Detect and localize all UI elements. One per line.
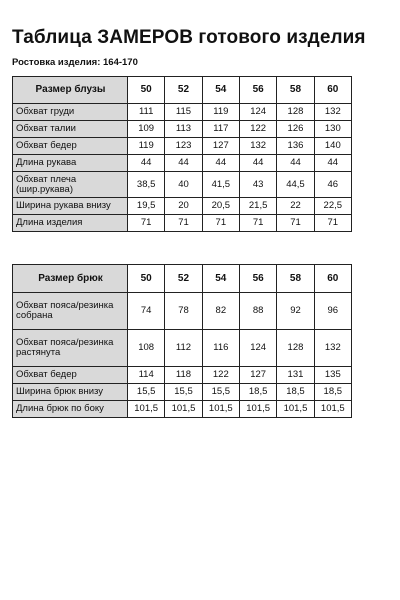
row-label: Обхват бедер — [13, 138, 128, 155]
pants-size-header: 52 — [165, 265, 202, 293]
table-cell: 135 — [314, 367, 351, 384]
table-cell: 119 — [202, 104, 239, 121]
table-cell: 101,5 — [277, 401, 314, 418]
table-cell: 71 — [128, 215, 165, 232]
table-cell: 108 — [128, 330, 165, 367]
pants-size-header: 60 — [314, 265, 351, 293]
table-cell: 132 — [314, 330, 351, 367]
table-cell: 118 — [165, 367, 202, 384]
blouse-header-row — [13, 77, 352, 104]
table-cell: 127 — [202, 138, 239, 155]
table-cell: 119 — [128, 138, 165, 155]
pants-size-header-label: Размер брюк — [13, 265, 128, 293]
table-cell: 40 — [165, 172, 202, 198]
table-cell: 82 — [202, 293, 239, 330]
table-cell: 111 — [128, 104, 165, 121]
row-label: Обхват талии — [13, 121, 128, 138]
pants-size-header: 50 — [128, 265, 165, 293]
table-cell: 132 — [239, 138, 276, 155]
table-cell: 44 — [314, 155, 351, 172]
table-cell: 43 — [239, 172, 276, 198]
row-label: Обхват груди — [13, 104, 128, 121]
table-cell: 114 — [128, 367, 165, 384]
table-cell: 101,5 — [239, 401, 276, 418]
blouse-size-header: 54 — [202, 77, 239, 104]
table-cell: 96 — [314, 293, 351, 330]
table-cell: 113 — [165, 121, 202, 138]
table-cell: 21,5 — [239, 198, 276, 215]
table-cell: 74 — [128, 293, 165, 330]
table-row — [13, 330, 352, 367]
table-cell: 92 — [277, 293, 314, 330]
table-cell: 122 — [202, 367, 239, 384]
table-cell: 20 — [165, 198, 202, 215]
table-cell: 38,5 — [128, 172, 165, 198]
table-cell: 20,5 — [202, 198, 239, 215]
table-cell: 46 — [314, 172, 351, 198]
table-cell: 117 — [202, 121, 239, 138]
table-cell: 71 — [277, 215, 314, 232]
table-cell: 116 — [202, 330, 239, 367]
table-cell: 130 — [314, 121, 351, 138]
table-cell: 22 — [277, 198, 314, 215]
table-cell: 122 — [239, 121, 276, 138]
table-cell: 18,5 — [277, 384, 314, 401]
table-cell: 101,5 — [165, 401, 202, 418]
row-label: Обхват пояса/резинка собрана — [13, 293, 128, 330]
table-cell: 71 — [239, 215, 276, 232]
table-row — [13, 172, 352, 198]
row-label: Обхват плеча (шир.рукава) — [13, 172, 128, 198]
row-label: Длина брюк по боку — [13, 401, 128, 418]
table-cell: 124 — [239, 104, 276, 121]
table-cell: 126 — [277, 121, 314, 138]
table-cell: 78 — [165, 293, 202, 330]
table-row — [13, 401, 352, 418]
table-cell: 15,5 — [202, 384, 239, 401]
table-cell: 124 — [239, 330, 276, 367]
height-range-subtitle: Ростовка изделия: 164-170 — [12, 57, 138, 68]
blouse-size-header: 58 — [277, 77, 314, 104]
table-cell: 140 — [314, 138, 351, 155]
table-cell: 44 — [128, 155, 165, 172]
table-row — [13, 121, 352, 138]
table-cell: 128 — [277, 330, 314, 367]
row-label: Ширина брюк внизу — [13, 384, 128, 401]
table-cell: 101,5 — [314, 401, 351, 418]
blouse-size-header-label: Размер блузы — [13, 77, 128, 104]
blouse-size-header: 52 — [165, 77, 202, 104]
table-cell: 44,5 — [277, 172, 314, 198]
table-cell: 18,5 — [314, 384, 351, 401]
table-cell: 123 — [165, 138, 202, 155]
table-row — [13, 138, 352, 155]
table-row — [13, 155, 352, 172]
table-cell: 127 — [239, 367, 276, 384]
row-label: Обхват пояса/резинка растянута — [13, 330, 128, 367]
page-title: Таблица ЗАМЕРОВ готового изделия — [12, 27, 366, 48]
table-cell: 15,5 — [128, 384, 165, 401]
table-cell: 18,5 — [239, 384, 276, 401]
pants-size-header: 54 — [202, 265, 239, 293]
table-cell: 136 — [277, 138, 314, 155]
table-cell: 44 — [239, 155, 276, 172]
table-cell: 19,5 — [128, 198, 165, 215]
table-cell: 22,5 — [314, 198, 351, 215]
table-cell: 41,5 — [202, 172, 239, 198]
table-cell: 44 — [165, 155, 202, 172]
table-cell: 128 — [277, 104, 314, 121]
table-row — [13, 198, 352, 215]
table-cell: 71 — [202, 215, 239, 232]
table-cell: 44 — [202, 155, 239, 172]
row-label: Ширина рукава внизу — [13, 198, 128, 215]
table-row — [13, 215, 352, 232]
table-cell: 88 — [239, 293, 276, 330]
row-label: Длина рукава — [13, 155, 128, 172]
table-cell: 131 — [277, 367, 314, 384]
blouse-size-header: 50 — [128, 77, 165, 104]
table-cell: 101,5 — [202, 401, 239, 418]
table-cell: 71 — [165, 215, 202, 232]
table-row — [13, 293, 352, 330]
pants-size-header: 56 — [239, 265, 276, 293]
table-cell: 115 — [165, 104, 202, 121]
table-cell: 112 — [165, 330, 202, 367]
table-row — [13, 384, 352, 401]
table-cell: 15,5 — [165, 384, 202, 401]
table-cell: 101,5 — [128, 401, 165, 418]
row-label: Обхват бедер — [13, 367, 128, 384]
table-cell: 71 — [314, 215, 351, 232]
table-cell: 132 — [314, 104, 351, 121]
pants-header-row — [13, 265, 352, 293]
blouse-size-table — [12, 76, 352, 232]
blouse-size-header: 56 — [239, 77, 276, 104]
pants-size-header: 58 — [277, 265, 314, 293]
table-cell: 44 — [277, 155, 314, 172]
blouse-size-header: 60 — [314, 77, 351, 104]
table-cell: 109 — [128, 121, 165, 138]
row-label: Длина изделия — [13, 215, 128, 232]
table-row — [13, 367, 352, 384]
table-row — [13, 104, 352, 121]
pants-size-table — [12, 264, 352, 418]
